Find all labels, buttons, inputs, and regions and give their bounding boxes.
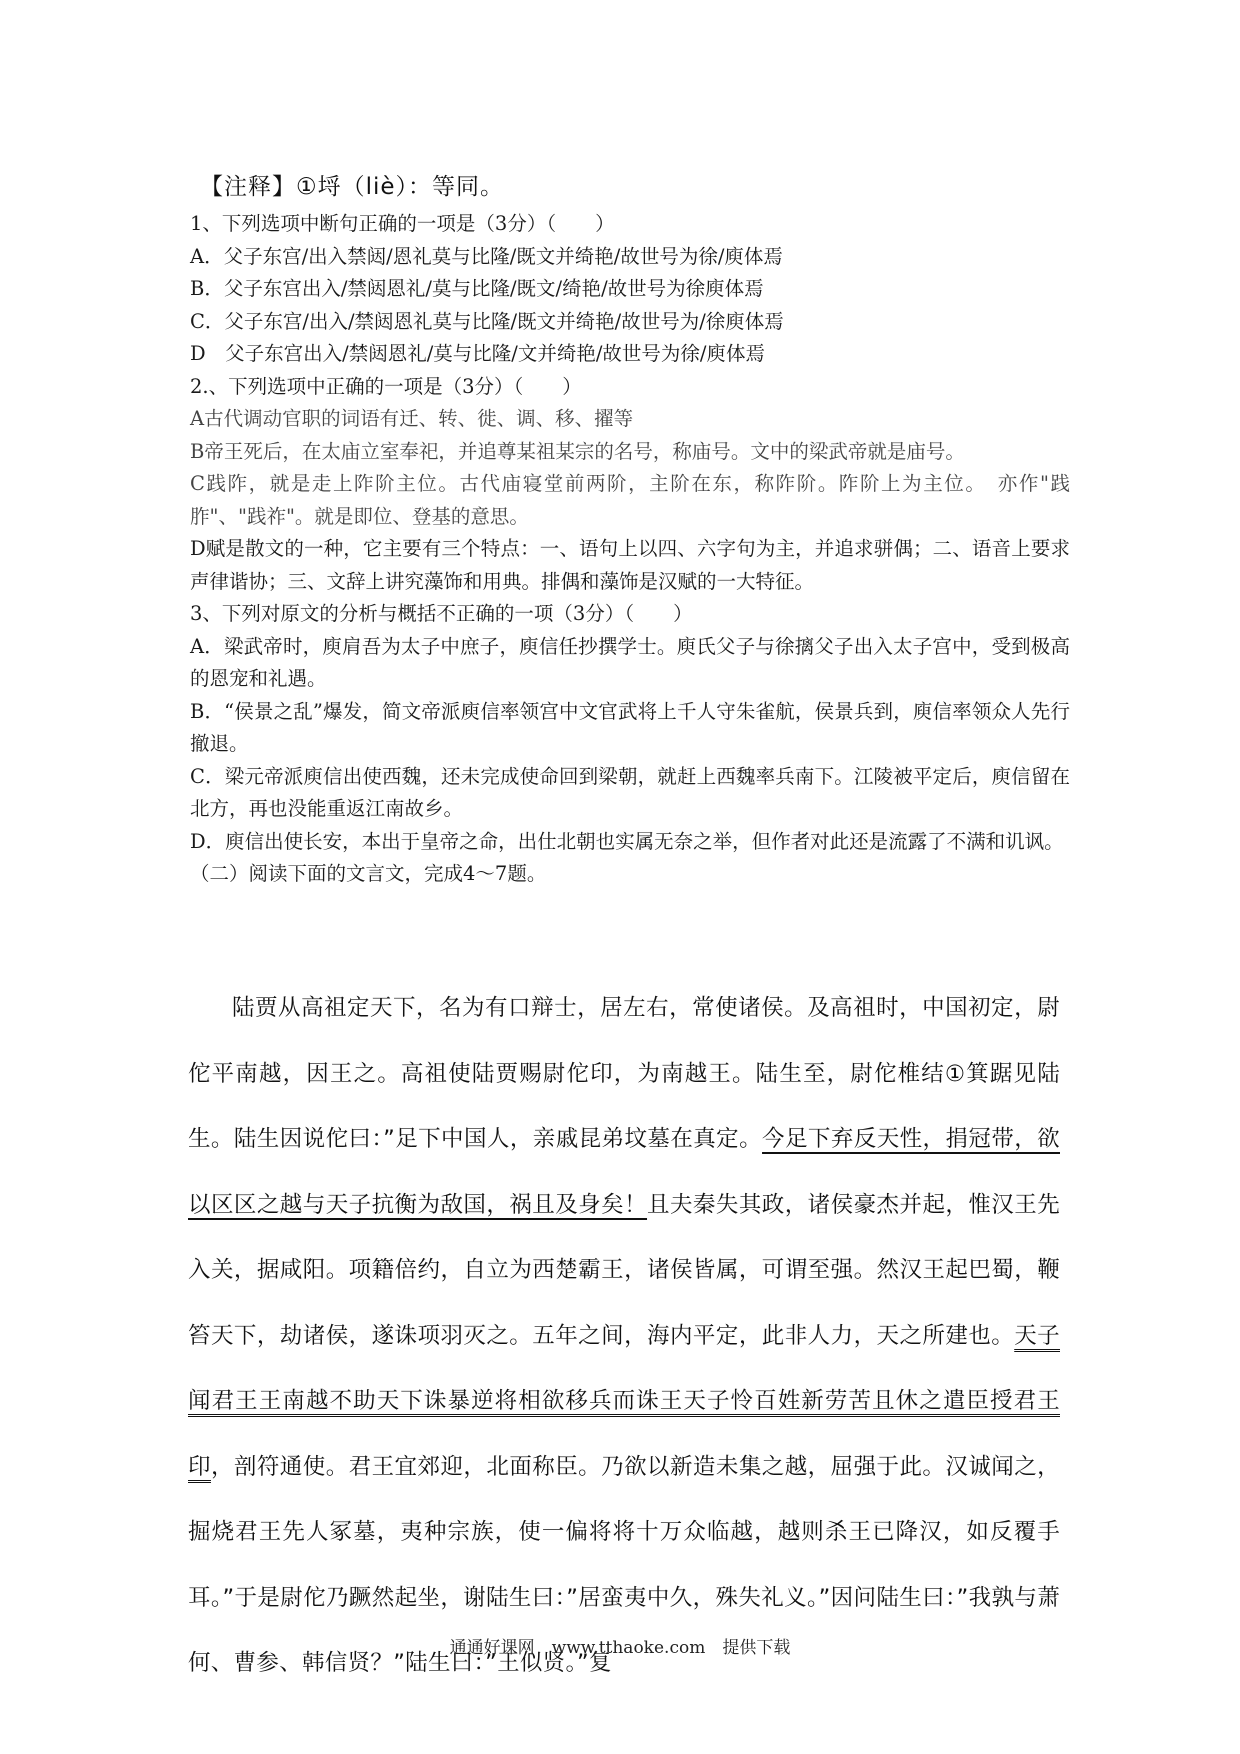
question-2-option-b: B帝王死后，在太庙立室奉祀，并追尊某祖某宗的名号，称庙号。文中的梁武帝就是庙号。 <box>190 439 965 463</box>
passage-double-underlined-sentence: 天子闻君王王南越不助天下诛暴逆将相欲移兵而诛王天子怜百姓新劳苦且休之遣臣授君王印 <box>188 1322 1060 1480</box>
question-3-option-c: C．梁元帝派庾信出使西魏，还未完成使命回到梁朝，就赶上西魏率兵南下。江陵被平定后，庾信留在北方，再也没能重返江南故乡。 <box>190 764 1070 820</box>
passage-underlined-sentence: 今足下弃反天性，捐冠带，欲以区区之越与天子抗衡为敌国，祸且及身矣！ <box>188 1126 1060 1218</box>
question-2-option-a: A古代调动官职的词语有迁、转、徙、调、移、擢等 <box>190 407 634 430</box>
classical-passage <box>188 976 1060 1697</box>
passage-text-2: 且夫秦失其政，诸侯豪杰并起，惟汉王先入关，据咸阳。项籍倍约，自立为西楚霸王，诸侯皆属，可谓至强。然汉王起巴蜀，鞭笞天下，劫诸侯，遂诛项羽灭之。五年之间，海内平定，此非人力，天之所建也。 <box>188 1191 1060 1349</box>
question-2-option-c: C践阼，就是走上阼阶主位。古代庙寝堂前两阶，主阶在东，称阼阶。阼阶上为主位。 亦作"践胙"、"践祚"。就是即位、登基的意思。 <box>190 472 1070 528</box>
question-3-option-a: A．梁武帝时，庾肩吾为太子中庶子，庾信任抄撰学士。庾氏父子与徐摛父子出入太子宫中，受到极高的恩宠和礼遇。 <box>190 634 1070 690</box>
passage-text-1: 陆贾从高祖定天下，名为有口辩士，居左右，常使诸侯。及高祖时，中国初定，尉佗平南越，因王之。高祖使陆贾赐尉佗印，为南越王。陆生至，尉佗椎结①箕踞见陆生。陆生因说佗曰：”足下中国人，亲戚昆弟坟墓在真定。 <box>188 995 1060 1152</box>
question-2-stem: 2.、下列选项中正确的一项是（3分）（ ） <box>190 374 582 398</box>
question-1-option-d: D 父子东宫出入/禁闼恩礼/莫与比隆/文并绮艳/故世号为徐/庾体焉 <box>190 342 765 365</box>
question-1-option-c: C．父子东宫/出入/禁闼恩礼莫与比隆/既文并绮艳/故世号为/徐庾体焉 <box>190 309 784 333</box>
question-1-option-a: A．父子东宫/出入禁闼/恩礼莫与比隆/既文并绮艳/故世号为徐/庾体焉 <box>190 244 783 268</box>
annotation-note: 【注释】①埒（liè）：等同。 <box>200 174 505 200</box>
question-1-option-b: B．父子东宫出入/禁闼恩礼/莫与比隆/既文/绮艳/故世号为徐庾体焉 <box>190 277 764 300</box>
section-2-title: （二）阅读下面的文言文，完成4～7题。 <box>190 862 547 885</box>
question-3-option-b: B．“侯景之乱”爆发，简文帝派庾信率领宫中文官武将上千人守朱雀航，侯景兵到，庾信率领众人先行撤退。 <box>190 699 1070 755</box>
footer-download-note: 通通好课网 www.tthaoke.com 提供下载 <box>449 1638 791 1658</box>
question-1-stem: 1、下列选项中断句正确的一项是（3分）（ ） <box>190 212 615 235</box>
question-2-option-d: D赋是散文的一种，它主要有三个特点：一、语句上以四、六字句为主，并追求骈偶；二、语音上要求声律谐协；三、文辞上讲究藻饰和用典。排偶和藻饰是汉赋的一大特征。 <box>190 537 1070 593</box>
questions-block <box>190 208 1070 891</box>
question-3-option-d: D．庾信出使长安，本出于皇帝之命，出仕北朝也实属无奈之举，但作者对此还是流露了不满和讥讽。 <box>190 829 1064 853</box>
passage-text-3: ，剖符通使。君王宜郊迎，北面称臣。乃欲以新造未集之越，屈强于此。汉诚闻之，掘烧君王先人冢墓，夷种宗族，使一偏将将十万众临越，越则杀王已降汉，如反覆手耳。”于是尉佗乃蹶然起坐，谢陆生曰：”居蛮夷中久，殊失礼义。”因问陆生曰：”我孰与萧何、曹参、韩信贤？”陆生曰：”王似贤。”复 <box>188 1453 1060 1676</box>
question-3-stem: 3、下列对原文的分析与概括不正确的一项（3分）（ ） <box>190 602 693 625</box>
